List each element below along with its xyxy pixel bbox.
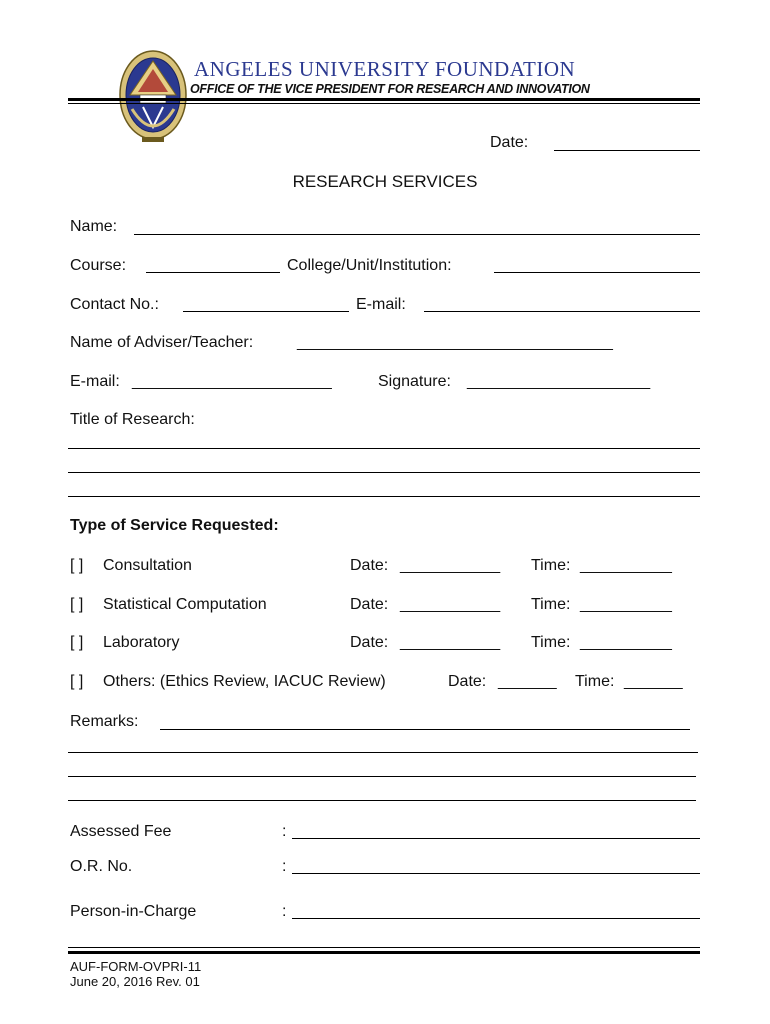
office-name: OFFICE OF THE VICE PRESIDENT FOR RESEARCH AND INNOVATION (190, 82, 590, 96)
others-time-field[interactable]: _______ (624, 673, 683, 690)
email-field[interactable] (424, 311, 700, 312)
remarks-line-4[interactable] (68, 800, 696, 801)
others-time-label: Time: (575, 673, 615, 690)
statistical-checkbox[interactable]: [ ] (70, 596, 84, 613)
research-title-line-1[interactable] (68, 448, 700, 449)
consultation-date-label: Date: (350, 557, 389, 574)
adviser-field[interactable]: ______________________________________ (297, 334, 613, 351)
laboratory-label: Laboratory (103, 634, 180, 651)
email-label: E-mail: (356, 296, 406, 313)
consultation-checkbox[interactable]: [ ] (70, 557, 84, 574)
research-title-line-3[interactable] (68, 496, 700, 497)
footer-rule (68, 951, 700, 954)
laboratory-checkbox[interactable]: [ ] (70, 634, 84, 651)
consultation-time-field[interactable]: ___________ (580, 557, 672, 574)
course-label: Course: (70, 257, 127, 274)
signature-label: Signature: (378, 373, 451, 390)
assessed-fee-colon: : (282, 823, 287, 840)
university-seal-logo (118, 47, 188, 147)
research-title-line-2[interactable] (68, 472, 700, 473)
statistical-label: Statistical Computation (103, 596, 267, 613)
contact-label: Contact No.: (70, 296, 159, 313)
college-label: College/Unit/Institution: (287, 257, 452, 274)
research-title-label: Title of Research: (70, 411, 195, 428)
date-field[interactable] (554, 150, 700, 151)
name-label: Name: (70, 218, 118, 235)
header-rule-thin (68, 103, 700, 104)
others-date-label: Date: (448, 673, 487, 690)
or-number-field[interactable] (292, 873, 700, 874)
adviser-label: Name of Adviser/Teacher: (70, 334, 254, 351)
person-in-charge-colon: : (282, 903, 287, 920)
statistical-time-field[interactable]: ___________ (580, 596, 672, 613)
statistical-time-label: Time: (531, 596, 571, 613)
form-title: RESEARCH SERVICES (292, 172, 478, 191)
contact-field[interactable] (183, 311, 349, 312)
or-number-label: O.R. No. (70, 858, 133, 875)
form-revision: June 20, 2016 Rev. 01 (70, 974, 200, 989)
remarks-line-2[interactable] (68, 752, 698, 753)
person-in-charge-field[interactable] (292, 918, 700, 919)
service-type-heading: Type of Service Requested: (70, 517, 279, 534)
remarks-line-3[interactable] (68, 776, 696, 777)
laboratory-time-label: Time: (531, 634, 571, 651)
others-date-field[interactable]: _______ (498, 673, 557, 690)
laboratory-date-label: Date: (350, 634, 389, 651)
person-in-charge-label: Person-in-Charge (70, 903, 197, 920)
remarks-line-1[interactable] (160, 729, 690, 730)
statistical-date-field[interactable]: ____________ (400, 596, 500, 613)
consultation-label: Consultation (103, 557, 192, 574)
consultation-time-label: Time: (531, 557, 571, 574)
signature-field[interactable]: ______________________ (467, 373, 650, 390)
date-label: Date: (490, 134, 529, 151)
form-code: AUF-FORM-OVPRI-11 (70, 959, 202, 974)
others-checkbox[interactable]: [ ] (70, 673, 84, 690)
university-name: ANGELES UNIVERSITY FOUNDATION (194, 57, 576, 81)
adviser-email-field[interactable]: ________________________ (132, 373, 332, 390)
laboratory-time-field[interactable]: ___________ (580, 634, 672, 651)
assessed-fee-field[interactable] (292, 838, 700, 839)
statistical-date-label: Date: (350, 596, 389, 613)
others-label: Others: (Ethics Review, IACUC Review) (103, 673, 386, 690)
assessed-fee-label: Assessed Fee (70, 823, 172, 840)
course-field[interactable] (146, 272, 280, 273)
name-field[interactable] (134, 234, 700, 235)
footer-rule-thin (68, 947, 700, 948)
remarks-label: Remarks: (70, 713, 139, 730)
college-field[interactable] (494, 272, 700, 273)
laboratory-date-field[interactable]: ____________ (400, 634, 500, 651)
consultation-date-field[interactable]: ____________ (400, 557, 500, 574)
header-rule (68, 98, 700, 101)
adviser-email-label: E-mail: (70, 373, 120, 390)
or-number-colon: : (282, 858, 287, 875)
